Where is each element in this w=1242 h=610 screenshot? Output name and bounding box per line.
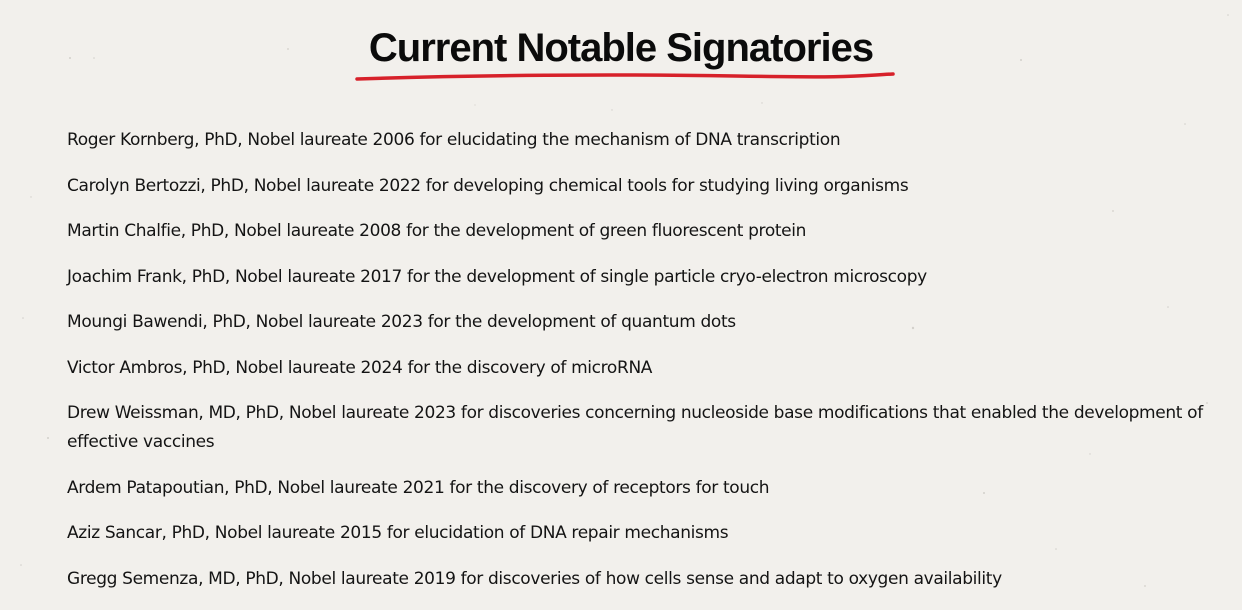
signatory-item: Moungi Bawendi, PhD, Nobel laureate 2023 for the development of quantum dots xyxy=(67,312,736,332)
signatory-item: Drew Weissman, MD, PhD, Nobel laureate 2023 for discoveries concerning nucleoside base modifications that enabled the development of effective vaccines xyxy=(67,403,1203,452)
signatory-item: Carolyn Bertozzi, PhD, Nobel laureate 2022 for developing chemical tools for studying living organisms xyxy=(67,175,909,196)
signatory-item: Aziz Sancar, PhD, Nobel laureate 2015 for elucidation of DNA repair mechanisms xyxy=(67,523,729,543)
page-title: Current Notable Signatories xyxy=(368,26,874,70)
signatory-list xyxy=(67,126,1224,610)
signatory-item: Ardem Patapoutian, PhD, Nobel laureate 2021 for the discovery of receptors for touch xyxy=(67,477,770,498)
signatory-item: Roger Kornberg, PhD, Nobel laureate 2006 for elucidating the mechanism of DNA transcription xyxy=(67,130,841,150)
signatory-item: Victor Ambros, PhD, Nobel laureate 2024 for the discovery of microRNA xyxy=(67,357,653,378)
signatory-item: Martin Chalfie, PhD, Nobel laureate 2008 for the development of green fluorescent protein xyxy=(67,221,807,241)
signatory-item: Joachim Frank, PhD, Nobel laureate 2017 for the development of single particle cryo-electron microscopy xyxy=(67,266,927,287)
signatory-item: Gregg Semenza, MD, PhD, Nobel laureate 2019 for discoveries of how cells sense and adapt to oxygen availability xyxy=(67,568,1002,589)
header xyxy=(0,22,1242,74)
page-title-container xyxy=(363,22,879,74)
title-underline-decoration xyxy=(355,70,895,84)
